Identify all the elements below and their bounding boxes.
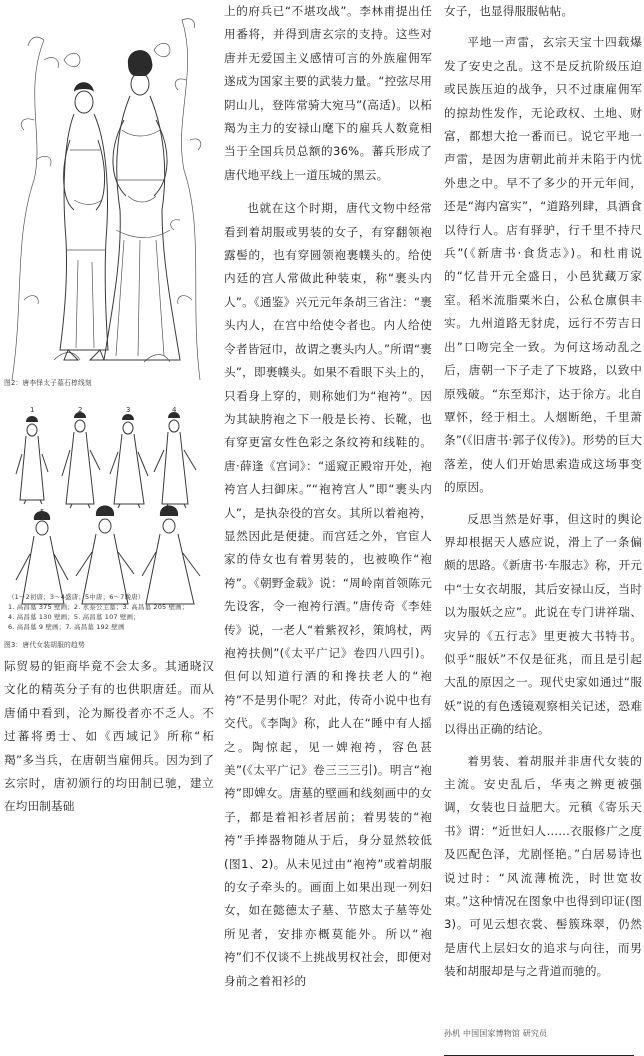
costume-figure [154, 412, 196, 508]
figure-2-line-engraving [4, 0, 214, 392]
legend-line: 4. 高昌墓 130 壁画；5. 高昌墓 107 壁画； [8, 613, 140, 621]
right-column [444, 0, 642, 1038]
body-paragraph: 平地一声雷，玄宗天宝十四载爆发了安史之乱。这不是反抗阶级压迫或民族压迫的战争，只不过康雇佣军的掠劫性发作，无论政权、土地、财富，都想大抢一番而已。说它平地一声雷，是因为唐朝此前并未陷于内忧外患之中。早不了多少的开元年间，还是“海内富实”，“道路列肆，具酒食以待行人。店有驿驴，行千里不持尺兵”(《新唐书·食货志》)。和杜甫说的“忆昔开元全盛日，小邑犹藏万家室。稻米流脂粟米白，公私仓廪俱丰实。九州道路无豺虎，远行不劳吉日出”口吻完全一致。为何这场动乱之后，唐朝一下子走了下坡路，以致中原残破。“东至郑汴，达于徐方。北自覃怀，经于相土。人烟断绝，千里萧条”(《旧唐书·郭子仪传》)。形势的巨大落差，使人们开始思索造成这场事变的原因。 [444, 35, 642, 495]
left-column [4, 0, 214, 814]
body-paragraph: 反思当然是好事，但这时的舆论界却根据天人感应说，滑上了一条偏颇的思路。《新唐书·车服志》称，开元中“士女衣胡服，其后安禄山反，当时以为服妖之应”。此说在专门讲祥瑞、灾异的《五行志》里更被大书特书。似乎“服妖”不仅是征兆，而且是引起大乱的原因之一。现代史家如通过“服妖”说的有色透镜观察相关记述，恐难以得出正确的结论。 [444, 511, 642, 737]
legend-line: （1～2初唐；3～4盛唐；5中唐；6～7晚唐） [8, 593, 145, 601]
costume-figure [16, 511, 68, 604]
legend-line: 1. 高昌墓 375 壁画；2. 永泰公主墓；3. 高昌墓 205 壁画； [8, 603, 189, 611]
costume-figure [62, 412, 100, 508]
figure-3 [4, 404, 214, 649]
body-paragraph: 着男装、着胡服并非唐代女装的主流。安史乱后，华夷之辨更被强调，女装也日益肥大。元稹《寄乐天书》谓：“近世妇人……衣服修广之度及匹配色泽，尤剧怪艳。”白居易诗也说过时：“风流薄梳洗，时世宽妆束。”这种情况在图象中也得到印证(图3)。可见云想衣裳、髻簇珠翠，仍然是唐代上层妇女的追求与向往，而男装和胡服却是与之背道而驰的。 [444, 753, 642, 979]
figure-3-costume-sketches [4, 404, 214, 614]
figure-3-legend [4, 592, 214, 632]
figure-3-caption: 图3：唐代女装胡服的趋势 [4, 641, 85, 649]
body-paragraph: 女子，也显得服服帖帖。 [444, 4, 574, 18]
panel-number: 3 [126, 406, 131, 414]
panel-number: 7 [167, 506, 172, 514]
author-credit: 孙机 中国国家博物馆 研究员 [444, 1028, 548, 1038]
body-paragraph: 也就在这个时期，唐代文物中经常看到着胡服或男装的女子，有穿翻领袍露髻的，也有穿圆领袍裹幞头的。给使内廷的宫人常做此种装束，称“裹头内人”。《通鉴》兴元元年条胡三省注：“裹头内人，在宫中给使令者也。内人给使令者皆冠巾，故谓之裹头内人。”所谓“裹头”，即裹幞头。如果不看眼下头上的，只看身上穿的，则称她们为“袍袴”。因为其缺胯袍之下一般是长袴、长靴，也有穿更富女性色彩之条纹袴和线鞋的。唐·薛逢《宫词》：“遥窥正殿帘开处，袍袴宫人扫御床。”“袍袴宫人”即“裹头内人”，是执杂役的宫女。其所以着袍袴，显然因此是便捷。而宫廷之外，官宦人家的侍女也有着男装的，也被唤作“袍袴”。《朝野金载》说：“周岭南首领陈元先设客，令一袍袴行酒。”唐传奇《李娃传》说，一老人“着紫衩衫，策鸠杖，两袍袴扶侧”(《太平广记》卷四八四引)。但何以知道行酒的和搀扶老人的“袍袴”不是男仆呢？对此，传奇小说中也有交代。《李陶》称，此人在“睡中有人摇之。陶惊起，见一婢袍袴，容色甚美”(《太平广记》卷三三三引)。明言“袍袴”即婢女。唐墓的壁画和线刻画中的女子，都是着衵衫者居前；着男装的“袍袴”手捧器物随从于后，身分显然较低(图1、2)。从未见过由“袍袴”或着胡服的女子牵头的。画面上如果出现一列妇女，如在懿德太子墓、节愍太子墓等处所见者，安排亦概莫能外。所以“袍袴”们不仅谈不上挑战男权社会，即便对身前之着衵衫的 [224, 201, 432, 988]
costume-figure [110, 414, 148, 508]
body-paragraph: 上的府兵已“不堪攻战”。李林甫提出任用番将，并得到唐玄宗的支持。这些对唐并无爱国主义感情可言的外族雇佣军遂成为国家主要的武装力量。“控弦尽用阴山儿，登阵常骑大宛马”(高适)。以柘羯为主力的安禄山麾下的雇兵人数竟相当于全国兵员总额的36%。蕃兵形成了唐代地平线上一道压城的黑云。 [224, 4, 432, 182]
panel-number: 4 [172, 406, 177, 414]
costume-figure [142, 506, 200, 605]
panel-number: 2 [78, 406, 83, 414]
costume-figure [76, 506, 134, 605]
panel-number: 1 [30, 406, 35, 414]
costume-figure [16, 416, 48, 504]
panel-number: 6 [103, 506, 108, 514]
panel-number: 5 [40, 508, 45, 516]
figure-2 [4, 0, 214, 400]
left-body-text: 际贸易的钜商毕竟不会太多。其通晓汉文化的精英分子有的也供职唐廷。而从唐俑中看到，沦为厮役者亦不乏人。不过蕃将勇士、如《西域记》所称“柘羯”多当兵，在唐朝当雇佣兵。因为到了玄宗时，唐初颁行的均田制已驰，建立在均田制基础 [4, 659, 214, 814]
legend-line: 6. 高昌墓 9 壁画；7. 高昌墓 192 壁画 [8, 623, 125, 631]
figure-2-caption: 图2：唐李怿太子墓石椁线刻 [4, 379, 92, 387]
middle-column [224, 0, 432, 988]
